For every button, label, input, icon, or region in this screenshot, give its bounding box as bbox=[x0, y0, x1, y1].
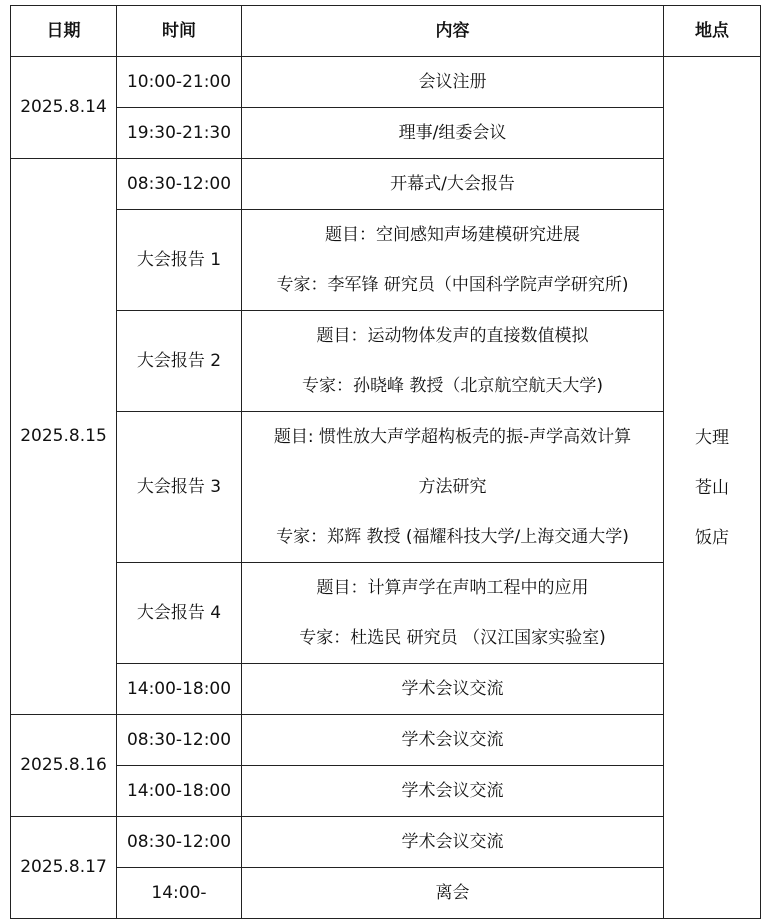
table-row bbox=[11, 412, 761, 563]
header-content: 内容 bbox=[242, 6, 664, 57]
content-cell bbox=[242, 868, 664, 919]
table-row bbox=[11, 868, 761, 919]
talk-title: 题目：运动物体发声的直接数值模拟 bbox=[316, 326, 589, 346]
content-cell bbox=[242, 210, 664, 311]
content-cell bbox=[242, 412, 664, 563]
header-time: 时间 bbox=[117, 6, 242, 57]
header-date: 日期 bbox=[11, 6, 117, 57]
time-cell: 大会报告 1 bbox=[117, 210, 242, 311]
venue-line: 大理 bbox=[695, 427, 729, 448]
content-cell bbox=[242, 664, 664, 715]
date-cell: 2025.8.15 bbox=[11, 159, 117, 715]
time-cell: 10:00-21:00 bbox=[117, 57, 242, 108]
time-cell: 08:30-12:00 bbox=[117, 715, 242, 766]
time-cell: 08:30-12:00 bbox=[117, 159, 242, 210]
content-line: 开幕式/大会报告 bbox=[390, 174, 515, 194]
content-cell bbox=[242, 57, 664, 108]
content-line: 理事/组委会议 bbox=[398, 123, 507, 143]
time-cell: 14:00-18:00 bbox=[117, 664, 242, 715]
venue-line: 苍山 bbox=[695, 477, 729, 498]
table-row bbox=[11, 57, 761, 108]
date-cell: 2025.8.16 bbox=[11, 715, 117, 817]
table-row bbox=[11, 766, 761, 817]
content-cell bbox=[242, 108, 664, 159]
content-line: 离会 bbox=[435, 883, 470, 903]
content-line: 学术会议交流 bbox=[401, 679, 504, 699]
table-row bbox=[11, 311, 761, 412]
content-cell bbox=[242, 715, 664, 766]
schedule-table bbox=[10, 5, 761, 919]
content-cell bbox=[242, 817, 664, 868]
time-cell: 14:00- bbox=[117, 868, 242, 919]
content-line: 学术会议交流 bbox=[401, 832, 504, 852]
talk-title-continued: 方法研究 bbox=[418, 477, 487, 497]
content-cell bbox=[242, 159, 664, 210]
time-cell: 19:30-21:30 bbox=[117, 108, 242, 159]
date-cell: 2025.8.17 bbox=[11, 817, 117, 919]
talk-title: 题目：空间感知声场建模研究进展 bbox=[325, 225, 580, 245]
header-venue: 地点 bbox=[664, 6, 761, 57]
talk-speaker: 专家：李军锋 研究员（中国科学院声学研究所) bbox=[276, 275, 629, 295]
table-row bbox=[11, 159, 761, 210]
table-row bbox=[11, 210, 761, 311]
talk-title: 题目: 惯性放大声学超构板壳的振-声学高效计算 bbox=[273, 427, 632, 447]
content-cell bbox=[242, 563, 664, 664]
talk-title: 题目：计算声学在声呐工程中的应用 bbox=[316, 578, 589, 598]
date-cell: 2025.8.14 bbox=[11, 57, 117, 159]
time-cell: 大会报告 3 bbox=[117, 412, 242, 563]
time-cell: 14:00-18:00 bbox=[117, 766, 242, 817]
time-cell: 08:30-12:00 bbox=[117, 817, 242, 868]
venue-cell bbox=[664, 57, 761, 919]
content-cell bbox=[242, 766, 664, 817]
talk-speaker: 专家：杜选民 研究员 （汉江国家实验室) bbox=[299, 628, 606, 648]
time-cell: 大会报告 4 bbox=[117, 563, 242, 664]
table-row bbox=[11, 563, 761, 664]
table-row bbox=[11, 715, 761, 766]
talk-speaker: 专家：孙晓峰 教授（北京航空航天大学) bbox=[301, 376, 604, 396]
table-row bbox=[11, 817, 761, 868]
content-line: 会议注册 bbox=[418, 72, 487, 92]
time-cell: 大会报告 2 bbox=[117, 311, 242, 412]
table-row bbox=[11, 664, 761, 715]
header-row bbox=[11, 6, 761, 57]
table-row bbox=[11, 108, 761, 159]
venue-line: 饭店 bbox=[695, 527, 729, 548]
content-line: 学术会议交流 bbox=[401, 781, 504, 801]
content-cell bbox=[242, 311, 664, 412]
talk-speaker: 专家：郑辉 教授 (福耀科技大学/上海交通大学) bbox=[276, 527, 629, 547]
content-line: 学术会议交流 bbox=[401, 730, 504, 750]
